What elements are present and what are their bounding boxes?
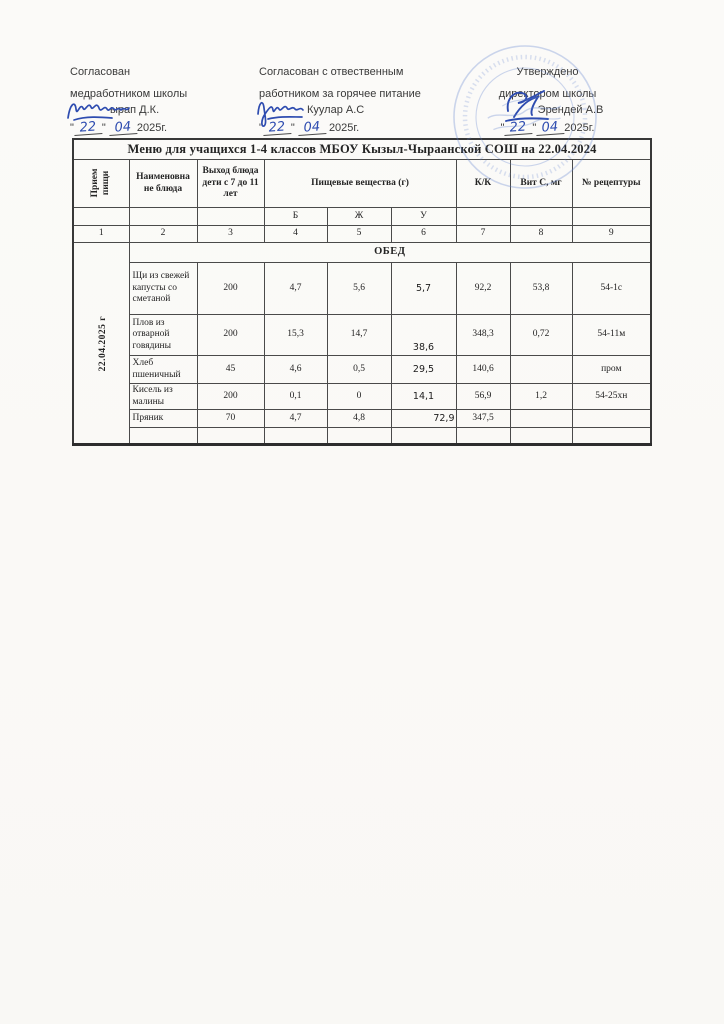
- handwritten-month: 04: [108, 121, 137, 136]
- menu-table: [72, 138, 652, 446]
- menu-row: [73, 263, 651, 315]
- cell-vitc: 0,72: [510, 315, 572, 356]
- approval-line: директором школы: [498, 88, 597, 100]
- approval-block-medworker: [70, 66, 260, 138]
- quote-mark: ": [259, 122, 263, 134]
- cell-carbs-handwritten: 38,6: [391, 315, 456, 356]
- approval-line: медработником школы: [70, 88, 188, 100]
- quote-mark: ": [500, 122, 505, 134]
- menu-row: [73, 315, 651, 356]
- approval-block-catering: [259, 66, 469, 138]
- empty-cell: [510, 208, 572, 226]
- header-dish: Наименовна не блюда: [129, 160, 197, 208]
- meal-date-label: 22.04.2025 г: [98, 315, 109, 372]
- col-number: 5: [327, 226, 391, 243]
- date-year: 2025г.: [328, 122, 360, 134]
- empty-row: [73, 428, 651, 445]
- menu-title: Меню для учащихся 1-4 классов МБОУ Кызыл-Чыраанской СОШ на 22.04.2024: [73, 139, 651, 160]
- cell-fat: 5,6: [327, 263, 391, 315]
- cell-dish-name: Щи из свежей капусты со сметаной: [129, 263, 197, 315]
- cell-kcal: 56,9: [456, 384, 510, 410]
- empty-cell: [129, 428, 197, 445]
- col-number: 1: [73, 226, 129, 243]
- empty-cell: [327, 428, 391, 445]
- menu-row: [73, 356, 651, 384]
- quote-mark: ": [101, 122, 106, 134]
- cell-protein: 4,7: [264, 410, 327, 428]
- cell-carbs-handwritten: 29,5: [391, 356, 456, 384]
- header-recipe: № рецептуры: [572, 160, 651, 208]
- cell-kcal: 348,3: [456, 315, 510, 356]
- cell-portion: 200: [197, 384, 264, 410]
- cell-kcal: 92,2: [456, 263, 510, 315]
- header-nutrients: Пищевые вещества (г): [264, 160, 456, 208]
- approval-line: работником за горячее питание: [259, 88, 421, 100]
- col-number: 4: [264, 226, 327, 243]
- empty-cell: [456, 428, 510, 445]
- cell-portion: 70: [197, 410, 264, 428]
- cell-fat: 4,8: [327, 410, 391, 428]
- col-number: 2: [129, 226, 197, 243]
- date-year: 2025г.: [136, 122, 168, 134]
- header-meal: [73, 160, 129, 208]
- cell-protein: 0,1: [264, 384, 327, 410]
- cell-recipe: пром: [572, 356, 651, 384]
- handwritten-day: 22: [73, 121, 102, 136]
- signature-row: [70, 104, 260, 122]
- col-number: 6: [391, 226, 456, 243]
- subheader-fat: Ж: [327, 208, 391, 226]
- quote-mark: ": [532, 122, 537, 134]
- header-vitc: Вит С, мг: [510, 160, 572, 208]
- date-row: [455, 119, 640, 138]
- cell-carbs-handwritten: 14,1: [391, 384, 456, 410]
- approval-block-director: [455, 66, 640, 138]
- cell-kcal: 347,5: [456, 410, 510, 428]
- empty-cell: [264, 428, 327, 445]
- empty-cell: [510, 428, 572, 445]
- empty-cell: [197, 208, 264, 226]
- cell-dish-name: Хлеб пшеничный: [129, 356, 197, 384]
- approval-line: Утверждено: [516, 66, 579, 78]
- header-kk: К/К: [456, 160, 510, 208]
- cell-vitc: [510, 356, 572, 384]
- header-meal-label: Прием пищи: [90, 168, 112, 198]
- cell-vitc: [510, 410, 572, 428]
- meal-date-cell: [73, 243, 129, 445]
- approver-name: ырап Д.К.: [110, 104, 160, 116]
- approver-name: Эрендей А.В: [537, 104, 604, 116]
- quote-mark: ": [290, 122, 295, 134]
- cell-recipe: 54-1с: [572, 263, 651, 315]
- empty-cell: [391, 428, 456, 445]
- cell-protein: 4,6: [264, 356, 327, 384]
- empty-cell: [73, 208, 129, 226]
- cell-carbs-handwritten: 72,9: [391, 410, 456, 428]
- cell-recipe: 54-11м: [572, 315, 651, 356]
- handwritten-day: 22: [262, 121, 291, 136]
- menu-row: [73, 384, 651, 410]
- cell-fat: 0: [327, 384, 391, 410]
- cell-carbs-handwritten: 5,7: [391, 263, 456, 315]
- signature-row: [259, 104, 469, 122]
- empty-cell: [197, 428, 264, 445]
- empty-cell: [456, 208, 510, 226]
- header-portion: Выход блюда дети с 7 до 11 лет: [197, 160, 264, 208]
- cell-recipe: 54-25хн: [572, 384, 651, 410]
- cell-dish-name: Кисель из малины: [129, 384, 197, 410]
- cell-vitc: 1,2: [510, 384, 572, 410]
- date-row: [259, 119, 469, 138]
- cell-portion: 200: [197, 315, 264, 356]
- approver-name: Куулар А.С: [307, 104, 365, 116]
- handwritten-month: 04: [297, 121, 326, 136]
- cell-dish-name: Пряник: [129, 410, 197, 428]
- cell-protein: 4,7: [264, 263, 327, 315]
- cell-vitc: 53,8: [510, 263, 572, 315]
- cell-portion: 45: [197, 356, 264, 384]
- section-header: ОБЕД: [129, 243, 651, 263]
- handwritten-day: 22: [504, 121, 533, 136]
- col-number: 9: [572, 226, 651, 243]
- col-number: 8: [510, 226, 572, 243]
- empty-cell: [572, 208, 651, 226]
- approval-line: Согласован с отвественным: [259, 66, 404, 78]
- cell-protein: 15,3: [264, 315, 327, 356]
- date-row: [70, 119, 260, 138]
- date-year: 2025г.: [564, 122, 595, 134]
- menu-row: [73, 410, 651, 428]
- col-number: 3: [197, 226, 264, 243]
- empty-cell: [129, 208, 197, 226]
- cell-fat: 14,7: [327, 315, 391, 356]
- empty-cell: [572, 428, 651, 445]
- cell-recipe: [572, 410, 651, 428]
- cell-fat: 0,5: [327, 356, 391, 384]
- cell-kcal: 140,6: [456, 356, 510, 384]
- handwritten-month: 04: [536, 121, 565, 136]
- subheader-carbs: У: [391, 208, 456, 226]
- subheader-protein: Б: [264, 208, 327, 226]
- approval-line: Согласован: [70, 66, 131, 78]
- cell-portion: 200: [197, 263, 264, 315]
- cell-dish-name: Плов из отварной говядины: [129, 315, 197, 356]
- quote-mark: ": [70, 122, 74, 134]
- col-number: 7: [456, 226, 510, 243]
